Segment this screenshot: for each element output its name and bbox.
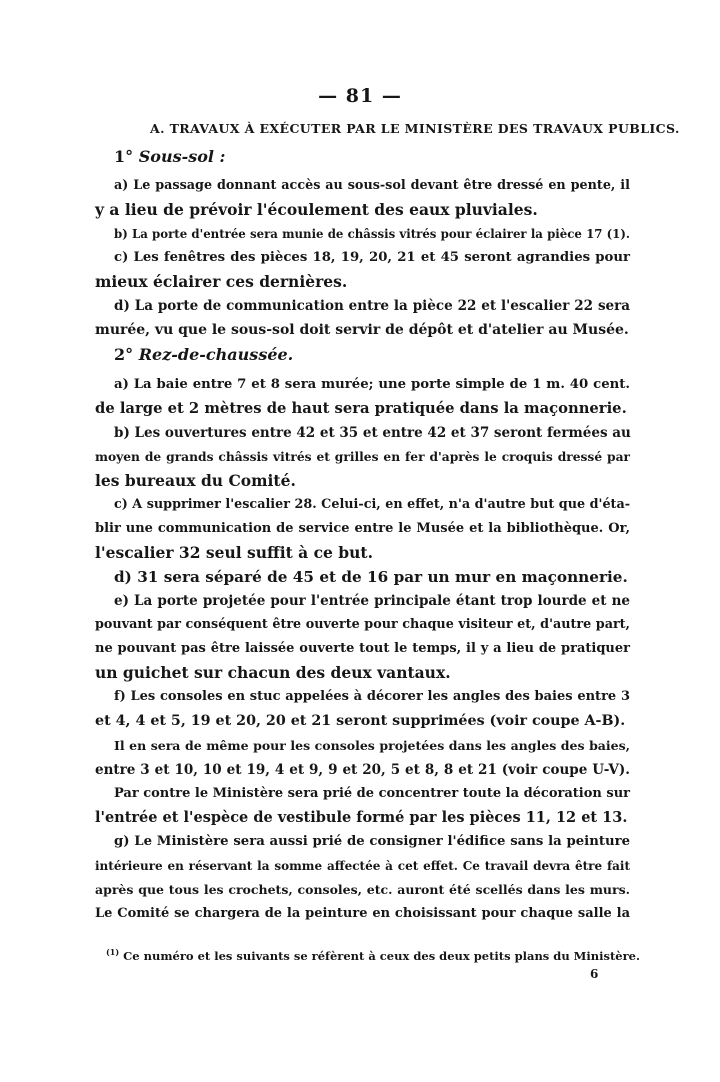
subsection-1-number: 1°	[114, 147, 134, 166]
text-line: d) La porte de communication entre la pièce 22 et l'escalier 22 sera	[114, 298, 630, 314]
page-number: — 81 —	[318, 85, 402, 107]
text-line: de large et 2 mètres de haut sera pratiquée dans la maçonnerie.	[95, 400, 627, 417]
text-line: y a lieu de prévoir l'écoulement des eaux pluviales.	[95, 200, 538, 219]
footnote-text: Ce numéro et les suivants se réfèrent à ceux des deux petits plans du Ministère.	[123, 948, 640, 963]
text-line: l'entrée et l'espèce de vestibule formé par les pièces 11, 12 et 13.	[95, 809, 628, 826]
text-line: Le Comité se chargera de la peinture en choisissant pour chaque salle la	[95, 906, 630, 921]
signature-mark: 6	[590, 967, 599, 981]
footnote	[106, 947, 640, 963]
text-line: pouvant par conséquent être ouverte pour chaque visiteur et, d'autre part,	[95, 617, 630, 632]
text-line: ne pouvant pas être laissée ouverte tout le temps, il y a lieu de pratiquer	[95, 641, 630, 656]
text-line: a) Le passage donnant accès au sous-sol devant être dressé en pente, il	[114, 178, 630, 193]
text-line: l'escalier 32 seul suffit à ce but.	[95, 543, 373, 562]
subsection-2-heading	[114, 345, 293, 364]
subsection-2-number: 2°	[114, 345, 134, 364]
subsection-1-heading	[114, 147, 225, 166]
text-line: b) La porte d'entrée sera munie de châssis vitrés pour éclairer la pièce 17 (1).	[114, 227, 630, 241]
text-line: entre 3 et 10, 10 et 19, 4 et 9, 9 et 20, 5 et 8, 8 et 21 (voir coupe U-V).	[95, 762, 630, 778]
text-line: Par contre le Ministère sera prié de concentrer toute la décoration sur	[114, 786, 630, 801]
text-line: blir une communication de service entre le Musée et la bibliothèque. Or,	[95, 521, 630, 536]
text-line: mieux éclairer ces dernières.	[95, 272, 348, 291]
text-line: g) Le Ministère sera aussi prié de consigner l'édifice sans la peinture	[114, 834, 630, 849]
text-line: intérieure en réservant la somme affectée à cet effet. Ce travail devra être fait	[95, 859, 630, 873]
section-heading: A. TRAVAUX À EXÉCUTER PAR LE MINISTÈRE DES TRAVAUX PUBLICS.	[150, 121, 680, 136]
text-line: a) La baie entre 7 et 8 sera murée; une porte simple de 1 m. 40 cent.	[114, 377, 630, 392]
text-line: Il en sera de même pour les consoles projetées dans les angles des baies,	[114, 738, 630, 753]
text-line: e) La porte projetée pour l'entrée principale étant trop lourde et ne	[114, 593, 630, 609]
text-line: les bureaux du Comité.	[95, 471, 296, 490]
text-line: c) A supprimer l'escalier 28. Celui-ci, en effet, n'a d'autre but que d'éta-	[114, 497, 630, 512]
text-line: un guichet sur chacun des deux vantaux.	[95, 663, 451, 682]
footnote-mark: (1)	[106, 947, 120, 957]
text-line: f) Les consoles en stuc appelées à décorer les angles des baies entre 3	[114, 689, 630, 704]
text-line: d) 31 sera séparé de 45 et de 16 par un mur en maçonnerie.	[114, 568, 628, 586]
subsection-2-title: Rez-de-chaussée.	[138, 345, 294, 364]
text-line: b) Les ouvertures entre 42 et 35 et entre 42 et 37 seront fermées au	[114, 425, 631, 441]
text-line: après que tous les crochets, consoles, etc. auront été scellés dans les murs.	[95, 882, 630, 897]
text-line: moyen de grands châssis vitrés et grilles en fer d'après le croquis dressé par	[95, 449, 630, 464]
text-line: c) Les fenêtres des pièces 18, 19, 20, 21 et 45 seront agrandies pour	[114, 250, 630, 265]
subsection-1-title: Sous-sol :	[138, 147, 226, 166]
text-line: murée, vu que le sous-sol doit servir de dépôt et d'atelier au Musée.	[95, 322, 629, 338]
text-line: et 4, 4 et 5, 19 et 20, 20 et 21 seront supprimées (voir coupe A-B).	[95, 713, 626, 729]
